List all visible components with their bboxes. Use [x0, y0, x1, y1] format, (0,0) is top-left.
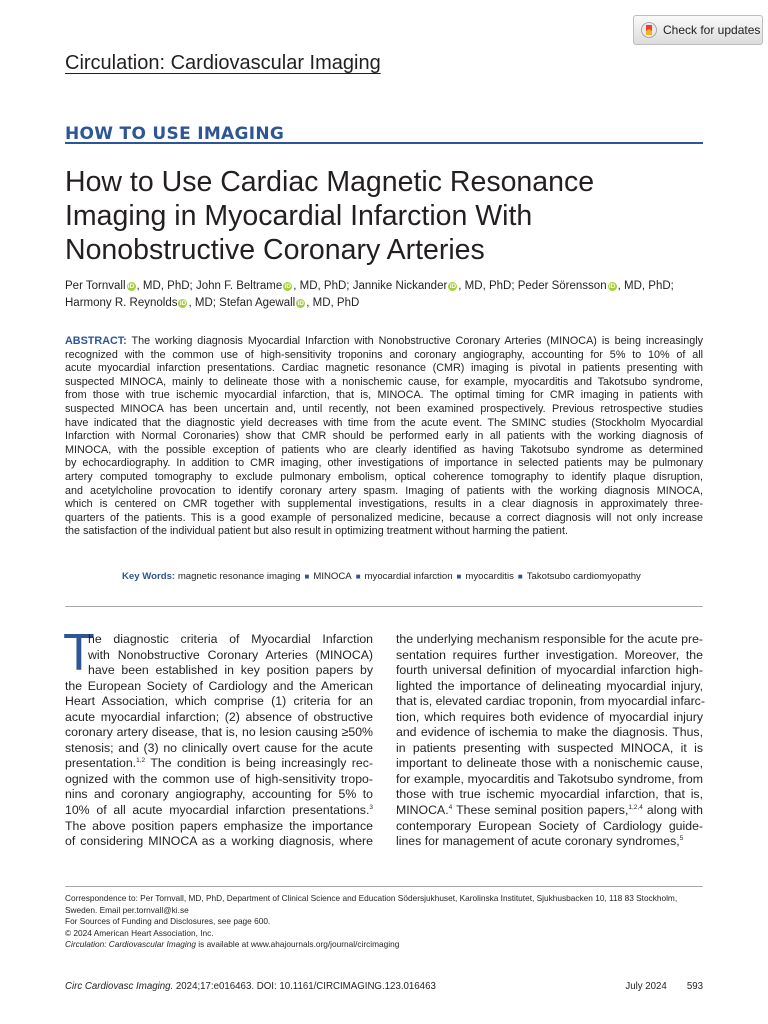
author-name: John F. Beltrame	[195, 280, 283, 292]
keyword: MINOCA	[313, 571, 352, 582]
body-line: coronary artery disease, that is, no lesion causing ≥50%	[65, 725, 373, 740]
author-line	[65, 295, 705, 312]
author-degrees: , MD, PhD;	[458, 280, 518, 292]
body-line: fourth universal definition of myocardial infarction high-	[396, 663, 703, 678]
reference-citation[interactable]: 1,2,4	[628, 804, 643, 812]
body-line: have been established in key position papers by	[88, 663, 373, 678]
body-line: stenosis; and (3) no clinically overt cause for the acute	[65, 740, 373, 755]
keywords	[122, 571, 641, 582]
body-line: of considering MINOCA as a working diagnosis, where	[65, 834, 373, 849]
body-line: with Nonobstructive Coronary Arteries (MINOCA)	[88, 647, 373, 662]
abstract-line: ABSTRACT: The working diagnosis Myocardial Infarction with Nonobstructive Coronary Arteries (MINOCA) is being increasingly	[65, 335, 703, 347]
section-label: HOW TO USE IMAGING	[65, 124, 285, 144]
author-name: Harmony R. Reynolds	[65, 297, 178, 309]
citation-line: Circ Cardiovasc Imaging. 2024;17:e016463. DOI: 10.1161/CIRCIMAGING.123.016463	[65, 981, 436, 992]
body-line: presentation.$^{1,2}$ The condition is being increasingly rec-	[65, 756, 373, 771]
journal-name-link[interactable]: Circulation: Cardiovascular Imaging	[65, 52, 381, 74]
title-line: Nonobstructive Coronary Arteries	[65, 234, 485, 266]
footnote-divider	[65, 886, 703, 887]
orcid-icon[interactable]: iD	[449, 283, 457, 290]
reference-citation[interactable]: 3	[369, 804, 373, 812]
body-line: ognized with the common use of high-sensitivity tropo-	[65, 771, 373, 786]
orcid-icon[interactable]: iD	[127, 283, 135, 290]
section-divider	[65, 606, 703, 607]
body-line: for example, myocarditis and Takotsubo syndrome, from	[396, 771, 703, 786]
availability-note: Circulation: Cardiovascular Imaging is available at www.ahajournals.org/journal/circimaging	[65, 939, 400, 950]
body-line: important to delineate those with a nonischemic cause,	[396, 756, 703, 771]
footer-right	[625, 981, 703, 992]
body-line: in patients presenting with suspected MINOCA, it is	[396, 740, 703, 755]
orcid-icon[interactable]: iD	[297, 300, 304, 307]
author-name: Peder Sörensson	[517, 280, 607, 292]
keywords-label: Key Words:	[122, 571, 176, 582]
author-name: Stefan Agewall	[219, 297, 296, 309]
keyword: myocarditis	[465, 571, 514, 582]
author-list	[65, 278, 705, 312]
orcid-icon[interactable]: iD	[284, 283, 291, 290]
orcid-icon[interactable]: iD	[608, 283, 616, 290]
author-name: Per Tornvall	[65, 280, 126, 292]
body-line: Heart Association, which comprise (1) criteria for an	[65, 694, 373, 709]
body-column-right	[396, 632, 703, 850]
check-for-updates-button[interactable]	[633, 15, 763, 45]
check-for-updates-label: Check for updates	[663, 23, 761, 37]
square-bullet-icon: ■	[355, 572, 361, 581]
abstract-label: ABSTRACT:	[65, 335, 127, 347]
body-line: he diagnostic criteria of Myocardial Infarction	[88, 632, 373, 646]
body-line: sentation requires further investigation. Moreover, the	[396, 647, 703, 662]
abstract-line: by echocardiography. In addition to CMR imaging, other investigations of importance in selected patients may be pulmonary	[65, 457, 703, 470]
reference-citation[interactable]: 4	[448, 804, 453, 812]
drop-cap: T	[63, 624, 95, 682]
body-line: and evidence of ischemia to make the diagnosis. Thus,	[396, 725, 703, 740]
title-line: How to Use Cardiac Magnetic Resonance	[65, 166, 595, 198]
abstract-line: from those with true ischemic myocardial infarction, that is, MINOCA. The optimal timing for CMR imaging in patients with	[65, 389, 703, 402]
issue-date: July 2024	[625, 981, 667, 992]
body-line: The above position papers emphasize the importance	[65, 818, 373, 833]
author-degrees: , MD, PhD;	[617, 280, 674, 292]
body-line: lines for management of acute coronary syndromes,$^5$	[396, 834, 684, 849]
square-bullet-icon: ■	[304, 572, 310, 581]
abstract-line: have indicated that the diagnostic yield decreases with time from the acute event. The SMINC studies (Stockholm Myocardial	[65, 416, 703, 429]
abstract-line: which is centered on CMR together with supplemental investigations, results in a clear diagnosis in approximately three-	[65, 498, 703, 511]
copyright-note: © 2024 American Heart Association, Inc.	[65, 927, 214, 938]
abstract-line: Infarction with Normal Coronaries) show that CMR should be performed early in all patients with the working diagnosis of	[65, 430, 703, 443]
keyword: magnetic resonance imaging	[177, 571, 301, 582]
author-line	[65, 278, 705, 295]
body-line: the European Society of Cardiology and the American	[65, 678, 373, 693]
author-degrees: , MD, PhD;	[293, 280, 353, 292]
abstract-line: MINOCA, with the possible exception of patients who are clearly identified as having Takotsubo syndrome as determined	[65, 443, 703, 456]
keyword: myocardial infarction	[364, 571, 453, 582]
title-line: Imaging in Myocardial Infarction With	[65, 200, 533, 232]
body-line: lighted the importance of delineating myocardial injury,	[396, 678, 703, 693]
body-line: MINOCA.$^4$ These seminal position papers,$^{1,2,4}$ along with	[396, 803, 703, 818]
abstract	[65, 335, 703, 539]
abstract-line: acute myocardial infarction presentations. Cardiac magnetic resonance (CMR) imaging is pivotal in patients presenting with	[65, 362, 703, 375]
body-line: contemporary European Society of Cardiology guide-	[396, 818, 703, 833]
abstract-line: suspected MINOCA has been uncertain and, until recently, not been examined prospectively. Previous retrospective studies	[65, 402, 703, 415]
page-footer	[65, 981, 703, 992]
keyword: Takotsubo cardiomyopathy	[526, 571, 641, 582]
page-number: 593	[686, 981, 703, 992]
footnotes	[65, 893, 705, 951]
author-name: Jannike Nickander	[352, 280, 448, 292]
body-column-left	[63, 624, 373, 850]
body-line: that is, elevated cardiac troponin, from myocardial infarc-	[396, 694, 705, 709]
abstract-line: recognized with the common use of high-sensitivity troponins and coronary angiography, accounting for 5% to 10% of all	[65, 348, 703, 361]
abstract-line: artery computed tomography to exclude pulmonary embolism, optical coherence tomography to identify plaque disruption,	[65, 470, 703, 483]
section-divider	[65, 142, 703, 144]
body-line: those with true ischemic myocardial infarction, that is,	[396, 787, 703, 802]
body-line: 10% of all acute myocardial infarction presentations.$^3$	[65, 803, 373, 818]
square-bullet-icon: ■	[456, 572, 462, 581]
crossmark-icon	[641, 20, 657, 40]
correspondence-email: Sweden. Email per.tornvall@ki.se	[65, 904, 189, 915]
abstract-line: the satisfaction of the individual patient but also result in optimizing treatment without harming the patient.	[65, 525, 568, 538]
funding-note: For Sources of Funding and Disclosures, see page 600.	[65, 916, 271, 927]
square-bullet-icon: ■	[517, 572, 523, 581]
abstract-line: suspected MINOCA, mainly to delineate those with a nonischemic cause, for example, myocarditis and Takotsubo syndrome,	[65, 375, 703, 388]
author-degrees: , MD;	[188, 297, 220, 309]
author-degrees: , MD, PhD;	[136, 280, 196, 292]
correspondence-note: Correspondence to: Per Tornvall, MD, PhD, Department of Clinical Science and Education Södersjukhuset, Karolinska Institutet, Sjukhusbacken 10, 118 83 Stockholm,	[65, 893, 678, 903]
body-line: acute myocardial infarction; (2) absence of obstructive	[65, 709, 373, 724]
author-degrees: , MD, PhD	[306, 297, 360, 309]
article-title	[65, 165, 715, 267]
body-line: nins and coronary angiography, accounting for 5% to	[65, 787, 373, 802]
reference-citation[interactable]: 1,2	[136, 757, 146, 765]
body-line: tion, which requires both evidence of myocardial injury	[396, 709, 703, 724]
body-line: the underlying mechanism responsible for the acute pre-	[396, 632, 703, 646]
abstract-line: quarters of the patients. This is a good example of personalized medicine, because a correct diagnosis will not only increase	[65, 511, 703, 524]
orcid-icon[interactable]: iD	[179, 300, 187, 307]
abstract-line: and acetylcholine provocation to identify coronary artery spasm. Imaging of patients with the working diagnosis MINOCA,	[65, 484, 703, 497]
reference-citation[interactable]: 5	[679, 835, 684, 843]
